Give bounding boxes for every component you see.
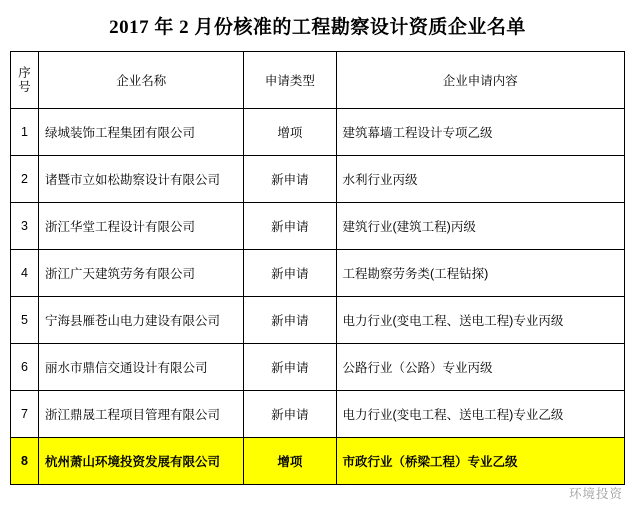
page-title: 2017 年 2 月份核准的工程勘察设计资质企业名单	[109, 17, 526, 38]
table-row	[11, 156, 625, 203]
cell-apply-content: 建筑幕墙工程设计专项乙级	[336, 109, 625, 156]
column-header-index: 序号	[11, 52, 39, 109]
cell-apply-type: 增项	[244, 438, 336, 485]
cell-index: 5	[11, 297, 39, 344]
cell-apply-type: 新申请	[244, 203, 336, 250]
cell-index: 6	[11, 344, 39, 391]
cell-index: 8	[11, 438, 39, 485]
cell-apply-type: 新申请	[244, 297, 336, 344]
cell-apply-type: 新申请	[244, 391, 336, 438]
cell-apply-content: 公路行业（公路）专业丙级	[336, 344, 625, 391]
column-header-apply-type: 申请类型	[244, 52, 336, 109]
column-header-apply-content: 企业申请内容	[336, 52, 625, 109]
cell-company: 浙江广天建筑劳务有限公司	[39, 250, 244, 297]
table-row	[11, 297, 625, 344]
cell-apply-content: 工程勘察劳务类(工程钻探)	[336, 250, 625, 297]
cell-company: 浙江鼎晟工程项目管理有限公司	[39, 391, 244, 438]
cell-apply-content: 市政行业（桥梁工程）专业乙级	[336, 438, 625, 485]
cell-apply-type: 新申请	[244, 156, 336, 203]
cell-company: 浙江华堂工程设计有限公司	[39, 203, 244, 250]
company-list-table	[10, 51, 625, 485]
cell-apply-type: 新申请	[244, 250, 336, 297]
cell-company: 宁海县雁苍山电力建设有限公司	[39, 297, 244, 344]
cell-index: 2	[11, 156, 39, 203]
cell-company: 诸暨市立如松勘察设计有限公司	[39, 156, 244, 203]
cell-apply-type: 新申请	[244, 344, 336, 391]
table-row	[11, 344, 625, 391]
cell-index: 7	[11, 391, 39, 438]
cell-apply-type: 增项	[244, 109, 336, 156]
cell-company: 丽水市鼎信交通设计有限公司	[39, 344, 244, 391]
cell-apply-content: 水利行业丙级	[336, 156, 625, 203]
cell-apply-content: 电力行业(变电工程、送电工程)专业乙级	[336, 391, 625, 438]
cell-index: 3	[11, 203, 39, 250]
table-row	[11, 109, 625, 156]
table-row	[11, 250, 625, 297]
cell-apply-content: 电力行业(变电工程、送电工程)专业丙级	[336, 297, 625, 344]
cell-apply-content: 建筑行业(建筑工程)丙级	[336, 203, 625, 250]
column-header-company: 企业名称	[39, 52, 244, 109]
cell-index: 1	[11, 109, 39, 156]
table-row	[11, 203, 625, 250]
table-header-row	[11, 52, 625, 109]
cell-index: 4	[11, 250, 39, 297]
table-row	[11, 391, 625, 438]
cell-company: 杭州萧山环境投资发展有限公司	[39, 438, 244, 485]
watermark-text: 环境投资	[568, 487, 623, 501]
table-row-highlighted	[11, 438, 625, 485]
cell-company: 绿城装饰工程集团有限公司	[39, 109, 244, 156]
